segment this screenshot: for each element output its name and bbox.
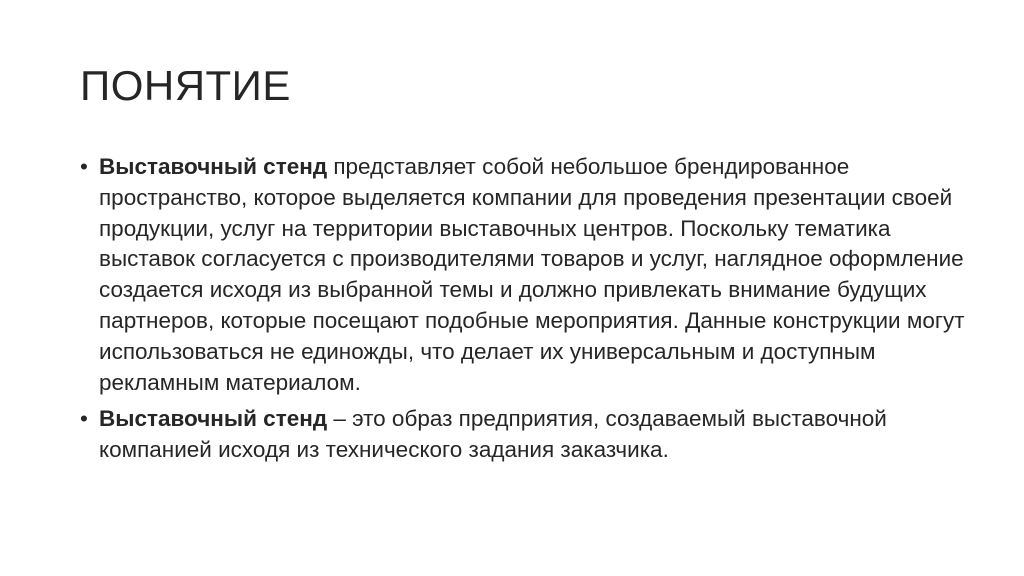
bullet-marker: • — [80, 406, 88, 432]
bullet-text: – это образ предприятия, создаваемый выставочной компанией исходя из технического задания заказчика. — [99, 406, 887, 463]
bullet-term: Выставочный стенд — [99, 406, 328, 432]
bullet-marker: • — [80, 154, 88, 179]
bullet-term: Выставочный стенд — [99, 154, 328, 179]
bullet-text: представляет собой небольшое брендированное пространство, которое выделяется компании для проведения презентации своей продукции, услуг на территории выставочных центров. Поскольку тематика выставок согласуется с производителями товаров и услуг, наглядное оформление создается исходя из выбранной темы и должно привлекать внимание будущих партнеров, которые посещают подобные мероприятия. Данные конструкции могут использоваться не единожды, что делает их универсальным и доступным рекламным материалом. — [99, 154, 965, 395]
bullet-item-1 — [80, 152, 980, 398]
slide-title: ПОНЯТИЕ — [80, 62, 291, 109]
bullet-item-2 — [80, 404, 980, 466]
bullet-list — [80, 152, 980, 472]
